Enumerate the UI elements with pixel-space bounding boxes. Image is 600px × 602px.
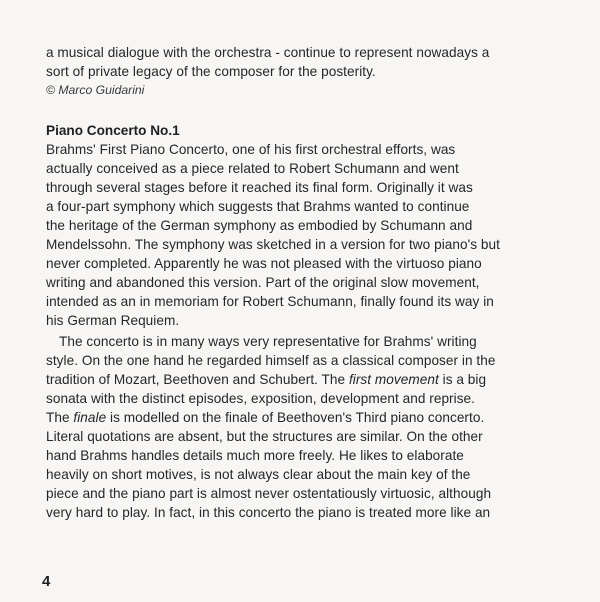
body-line: writing and abandoned this version. Part of the original slow movement, [46,275,480,290]
body-line [46,371,486,389]
body-text: is modelled on the finale of Beethoven's Third piano concerto. [106,410,485,425]
emphasis-finale: finale [73,410,107,425]
intro-line-1: a musical dialogue with the orchestra - continue to represent nowadays a [46,45,490,60]
body-line: intended as an in memoriam for Robert Schumann, finally found its way in [46,294,494,309]
body-line: The concerto is in many ways very representative for Brahms' writing [59,334,477,349]
body-line: never completed. Apparently he was not pleased with the virtuoso piano [46,256,482,271]
body-line: heavily on short motives, is not always clear about the main key of the [46,467,471,482]
body-line: a four-part symphony which suggests that Brahms wanted to continue [46,199,470,214]
body-line: very hard to play. In fact, in this concerto the piano is treated more like an [46,505,491,520]
page-number: 4 [42,573,51,590]
intro-line-2: sort of private legacy of the composer for the posterity. [46,64,376,79]
body-line: style. On the one hand he regarded himself as a classical composer in the [46,353,496,368]
body-line: actually conceived as a piece related to Robert Schumann and went [46,161,459,176]
body-text: The [46,410,74,425]
body-line: Brahms' First Piano Concerto, one of his first orchestral efforts, was [46,142,456,157]
author-credit: © Marco Guidarini [46,83,145,97]
body-text: tradition of Mozart, Beethoven and Schubert. The [46,372,349,387]
section-title: Piano Concerto No.1 [46,123,180,138]
body-line: Literal quotations are absent, but the structures are similar. On the other [46,429,483,444]
body-line: sonata with the distinct episodes, exposition, development and reprise. [46,391,475,406]
body-line: through several stages before it reached its final form. Originally it was [46,180,473,195]
body-line: his German Requiem. [46,313,180,328]
body-line: piece and the piano part is almost never ostentatiously virtuosic, although [46,486,492,501]
body-line [46,409,484,427]
body-line: the heritage of the German symphony as embodied by Schumann and [46,218,473,233]
body-line: Mendelssohn. The symphony was sketched in a version for two piano's but [46,237,500,252]
body-text: is a big [438,372,487,387]
emphasis-first-movement: first movement [348,372,439,387]
body-line: hand Brahms handles details much more freely. He likes to elaborate [46,448,464,463]
